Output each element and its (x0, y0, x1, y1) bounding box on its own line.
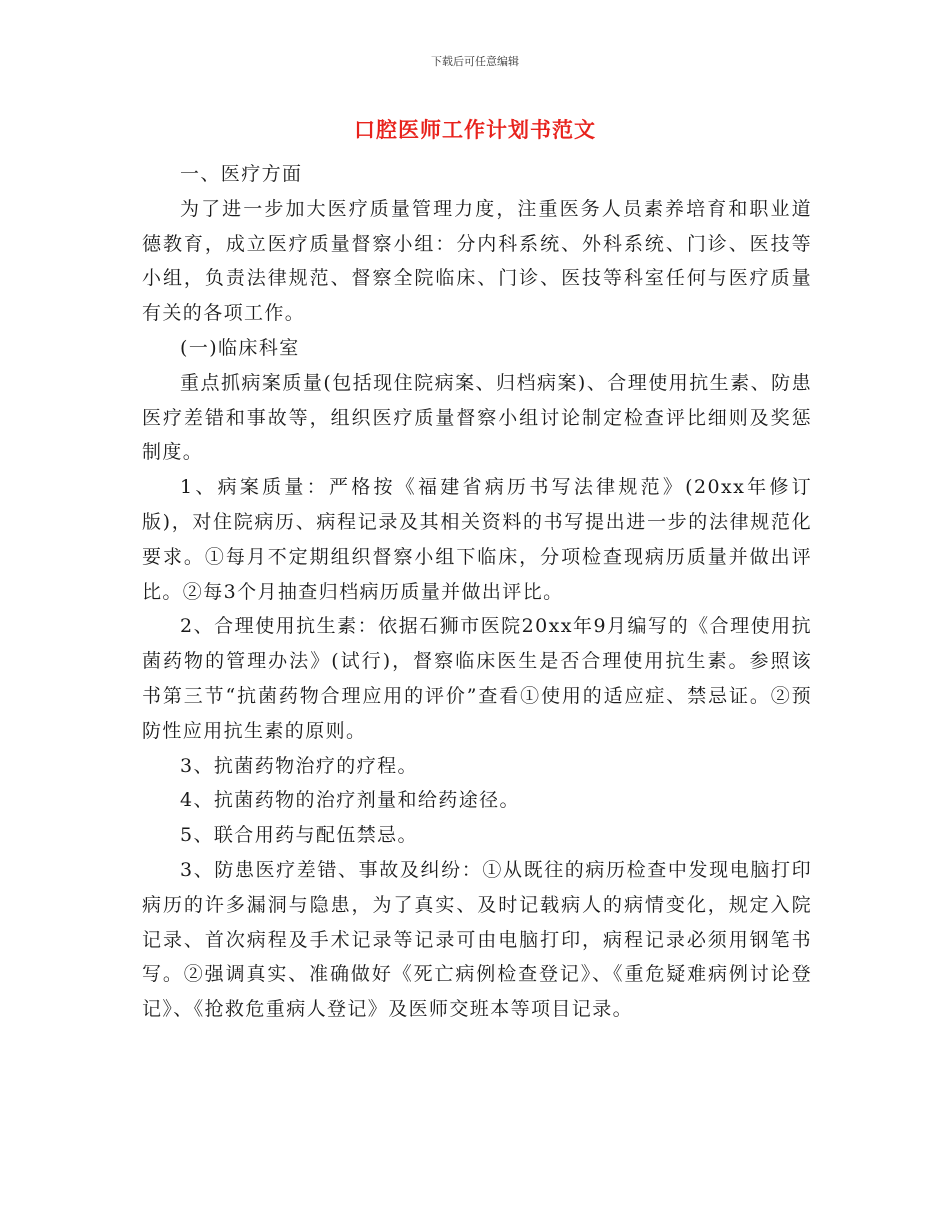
paragraph-combination: 5、联合用药与配伍禁忌。 (180, 824, 418, 847)
document-body (142, 157, 812, 1027)
paragraph-clinical-focus: 重点抓病案质量(包括现住院病案、归档病案)、合理使用抗生素、防患医疗差错和事故等，组织医疗质量督察小组讨论制定检查评比细则及奖惩制度。 (142, 371, 812, 464)
document-title: 口腔医师工作计划书范文 (354, 117, 596, 142)
paragraph-case-quality: 1、病案质量：严格按《福建省病历书写法律规范》(20xx年修订版)，对住院病历、病程记录及其相关资料的书写提出进一步的法律规范化要求。①每月不定期组织督察小组下临床，分项检查现病历质量并做出评比。②每3个月抽查归档病历质量并做出评比。 (142, 476, 812, 603)
paragraph-error-prevention: 3、防患医疗差错、事故及纠纷：①从既往的病历检查中发现电脑打印病历的许多漏洞与隐患，为了真实、及时记载病人的病情变化，规定入院记录、首次病程及手术记录等记录可由电脑打印，病程记录必须用钢笔书写。②强调真实、准确做好《死亡病例检查登记》、《重危疑难病例讨论登记》、《抢救危重病人登记》及医师交班本等项目记录。 (142, 858, 812, 1021)
paragraph-dosage: 4、抗菌药物的治疗剂量和给药途径。 (180, 789, 520, 812)
subsection-heading-clinical: (一)临床科室 (180, 336, 300, 359)
paragraph-antibiotics: 2、合理使用抗生素：依据石狮市医院20xx年9月编写的《合理使用抗菌药物的管理办法》(试行)，督察临床医生是否合理使用抗生素。参照该书第三节“抗菌药物合理应用的评价”查看①使用的适应症、禁忌证。②预防性应用抗生素的原则。 (142, 615, 812, 742)
paragraph-treatment-course: 3、抗菌药物治疗的疗程。 (180, 754, 418, 777)
header-note: 下载后可任意编辑 (431, 55, 519, 68)
paragraph-intro: 为了进一步加大医疗质量管理力度，注重医务人员素养培育和职业道德教育，成立医疗质量督察小组：分内科系统、外科系统、门诊、医技等小组，负责法律规范、督察全院临床、门诊、医技等科室任何与医疗质量有关的各项工作。 (142, 197, 812, 325)
section-heading-medical: 一、医疗方面 (180, 163, 303, 185)
